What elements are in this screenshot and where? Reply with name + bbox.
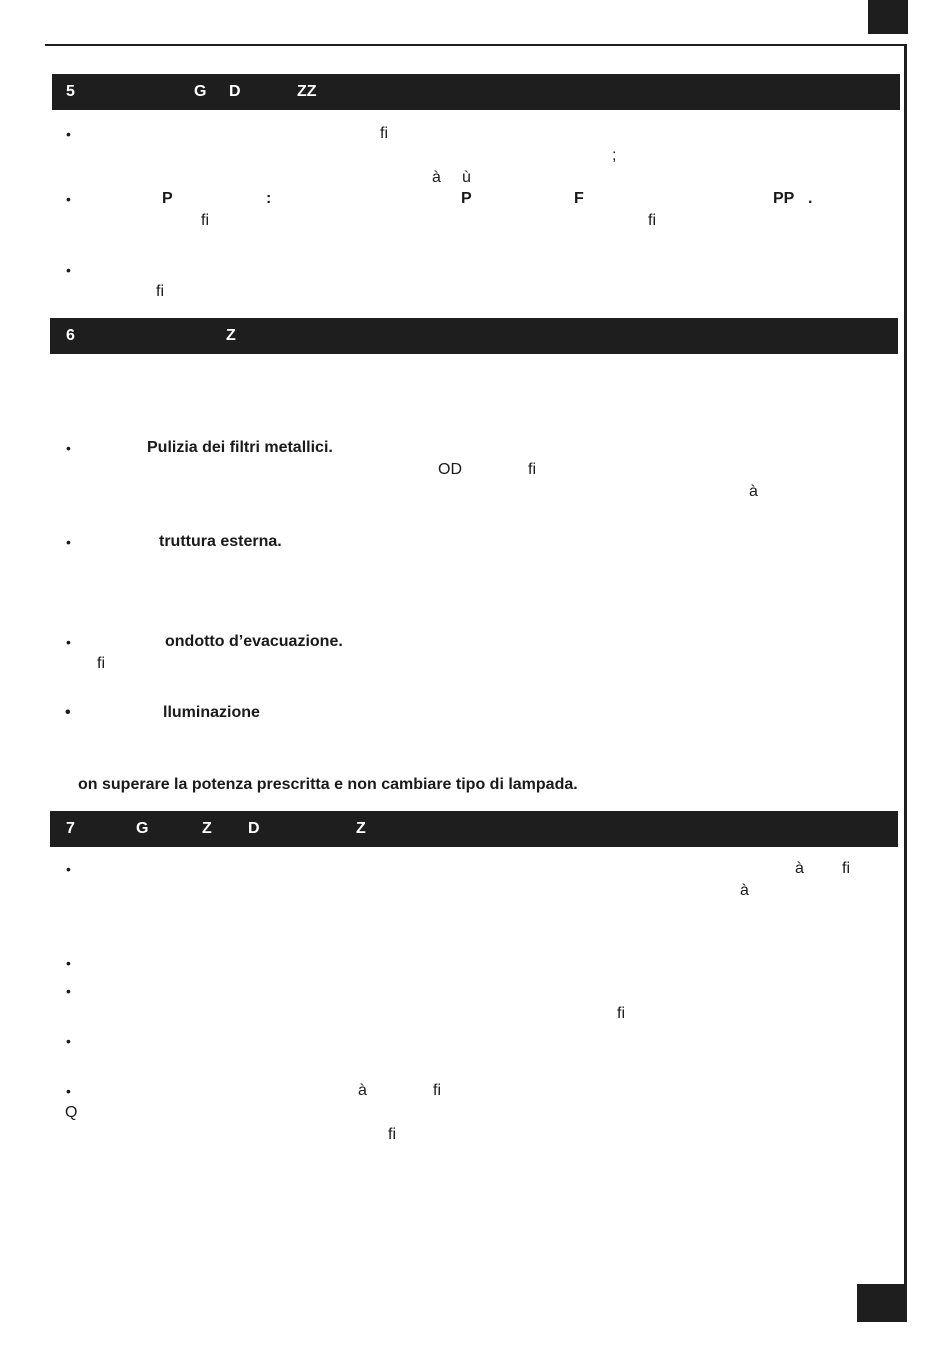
s7-b1-frag: à (795, 860, 804, 877)
s7-b3-frag: fi (617, 1005, 625, 1022)
bullet: • (66, 1033, 71, 1049)
s5-b2-frag: fi (648, 212, 656, 229)
s5-b2-key: P (461, 190, 472, 207)
s7-b1-frag: à (740, 882, 749, 899)
bullet: • (66, 126, 71, 142)
filters-frag: OD (438, 461, 462, 478)
corner-tab-bottom (857, 1284, 907, 1322)
s5-b1-frag: ù (462, 169, 471, 186)
s5-b2-key: F (574, 190, 584, 207)
filters-frag: à (749, 483, 758, 500)
section-7-word-1: G (136, 820, 149, 837)
section-5-word-3: ZZ (297, 83, 317, 100)
bullet: • (66, 861, 71, 877)
bullet: • (66, 634, 71, 650)
filters-frag: fi (528, 461, 536, 478)
bullet-bold: • (65, 704, 71, 721)
s5-b1-frag: ; (612, 147, 617, 164)
s7-b5-frag: à (358, 1082, 367, 1099)
section-5-word-1: G (194, 83, 207, 100)
section-6-heading (50, 318, 898, 354)
duct-title: ondotto d’evacuazione. (165, 633, 343, 650)
section-7-word-3: D (248, 820, 260, 837)
s7-b5-frag: fi (388, 1126, 396, 1143)
bullet: • (66, 191, 71, 207)
bullet: • (66, 440, 71, 456)
section-7-number: 7 (66, 820, 75, 837)
section-7-word-4: Z (356, 820, 366, 837)
s5-b2-key: P (162, 190, 173, 207)
s5-b3-frag: fi (156, 283, 164, 300)
bullet: • (66, 955, 71, 971)
section-5-word-2: D (229, 83, 241, 100)
section-7-word-2: Z (202, 820, 212, 837)
filters-title: Pulizia dei filtri metallici. (147, 439, 333, 456)
s7-b5-frag: Q (65, 1104, 78, 1121)
corner-tab-top (868, 0, 908, 34)
top-rule (45, 44, 907, 46)
light-title: lluminazione (163, 704, 260, 721)
duct-frag: fi (97, 655, 105, 672)
s7-b5-frag: fi (433, 1082, 441, 1099)
s5-b1-frag: fi (380, 125, 388, 142)
section-7-heading (50, 811, 898, 847)
section-5-heading (52, 74, 900, 110)
s5-b2-key: PP (773, 190, 795, 207)
structure-title: truttura esterna. (159, 533, 282, 550)
section-5-number: 5 (66, 83, 75, 100)
bullet: • (66, 983, 71, 999)
right-rule (904, 44, 907, 1284)
lamp-warning: on superare la potenza prescritta e non cambiare tipo di lampada. (78, 776, 578, 793)
bullet: • (66, 262, 71, 278)
section-6-number: 6 (66, 327, 75, 344)
bullet: • (66, 1083, 71, 1099)
s5-b2-key: . (808, 190, 813, 207)
s5-b2-frag: fi (201, 212, 209, 229)
s5-b1-frag: à (432, 169, 441, 186)
bullet: • (66, 534, 71, 550)
s5-b2-key: : (266, 190, 272, 207)
s7-b1-frag: fi (842, 860, 850, 877)
section-6-word-1: Z (226, 327, 236, 344)
